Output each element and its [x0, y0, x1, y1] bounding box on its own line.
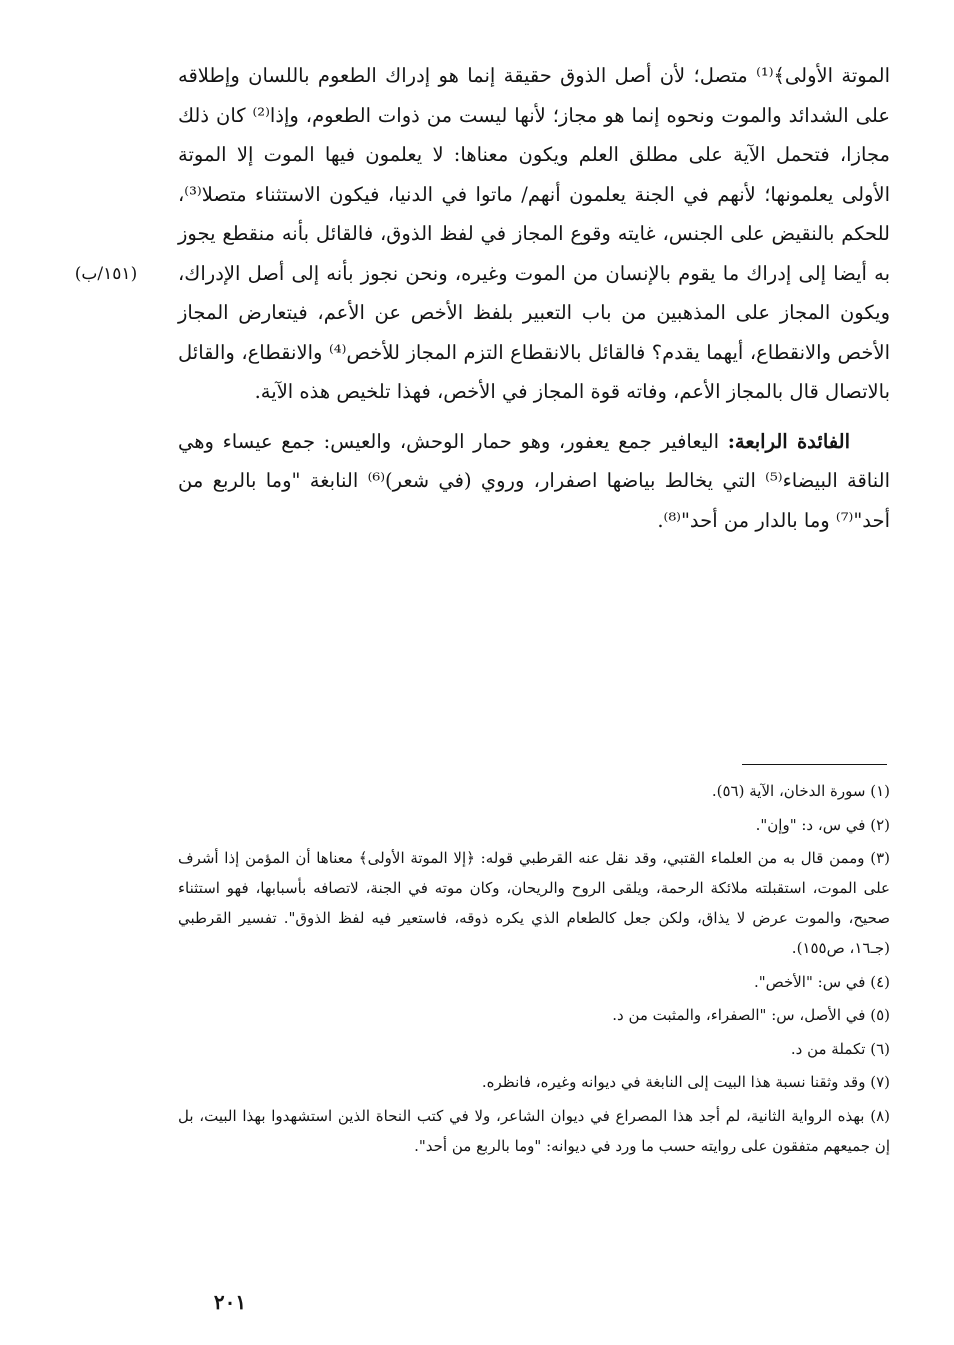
- paragraph-1: الموتة الأولى﴾⁽¹⁾ متصل؛ لأن أصل الذوق حقيقة إنما هو إدراك الطعوم باللسان وإطلاقه على الشدائد والموت ونحوه إنما هو مجاز؛ لأنها ليست من ذوات الطعوم، وإذا⁽²⁾ كان ذلك مجازا، فتحمل الآية على مطلق العلم ويكون معناها: لا يعلمون فيها الموت إلا الموتة الأولى يعلمونها؛ لأنهم في الجنة يعلمون أنهم/ ماتوا في الدنيا، فيكون الاستثناء متصلا⁽³⁾، للحكم بالنقيض على الجنس، غايته وقوع المجاز في لفظ الذوق، فالقائل بأنه منقطع يجوز به أيضا إلى إدراك ما يقوم بالإنسان من الموت وغيره، ونحن نجوز بأنه إلى أصل الإدراك، ويكون المجاز على المذهبين من باب التعبير بلفظ الأخص عن الأعم، فيتعارض المجاز الأخص والانقطاع، أيهما يقدم؟ فالقائل بالانقطاع التزم المجاز للأخص⁽⁴⁾ والانقطاع، والقائل بالاتصال قال بالمجاز الأعم، وفاته قوة المجاز في الأخص، فهذا تلخيص هذه الآية.: [178, 64, 890, 403]
- footnote-1: (١) سورة الدخان، الآية (٥٦).: [711, 782, 890, 800]
- footnotes: [178, 776, 890, 1164]
- footnote-5: (٥) في الأصل، س: "الصفراء، والمثبت من د.: [612, 1006, 890, 1024]
- footnote-2: (٢) في س، د: "وإن".: [755, 815, 890, 834]
- footnote-7: (٧) وقد وثقنا نسبة هذا البيت إلى النابغة في ديوانه وغيره، فانظره.: [481, 1073, 890, 1091]
- footnote-8: (٨) بهذه الرواية الثانية، لم أجد هذا المصراع في ديوان الشاعر، ولا في كتب النحاة الذين استشهدوا بهذا البيت، بل إن جميعهم متفقون على روايته حسب ما ورد في ديوانه: "وما بالربع من أحد".: [178, 1106, 890, 1155]
- paragraph-2-text: اليعافير جمع يعفور، وهو حمار الوحش، والعيس: جمع عيساء وهي الناقة البيضاء⁽⁵⁾ التي يخالط بياضها اصفرار، وروي (في شعر)⁽⁶⁾ النابغة "وما بالربع من أحد"⁽⁷⁾ وما بالدار من أحد"⁽⁸⁾.: [178, 429, 890, 532]
- footnote-separator: [742, 764, 887, 765]
- marginal-folio-note: (١٥١/ب): [74, 264, 138, 284]
- paragraph-2: [178, 422, 890, 541]
- footnote-4: (٤) في س: "الأخص".: [753, 972, 890, 991]
- main-text: [178, 56, 890, 540]
- footnote-3: (٣) وممن قال به من العلماء القتبي، وقد نقل عنه القرطبي قوله: ﴿إلا الموتة الأولى﴾ معناها أن المؤمن إذا أشرف على الموت، استقبلته ملائكة الرحمة، ويلقى الروح والريحان، وكان موته في الجنة، لاتصافه بأسبابها، فهو استثناء صحيح، والموت عرض لا يذاق، ولكن جعل كالطعام الذي يكره ذوقه، فاستعير فيه لفظ الذوق". تفسير القرطبي (جـ١٦، ص١٥٥).: [178, 849, 890, 957]
- paragraph-2-lead: الفائدة الرابعة:: [727, 429, 851, 453]
- footnote-6: (٦) تكملة من د.: [790, 1039, 890, 1058]
- page-number: ٢٠١: [213, 1290, 247, 1314]
